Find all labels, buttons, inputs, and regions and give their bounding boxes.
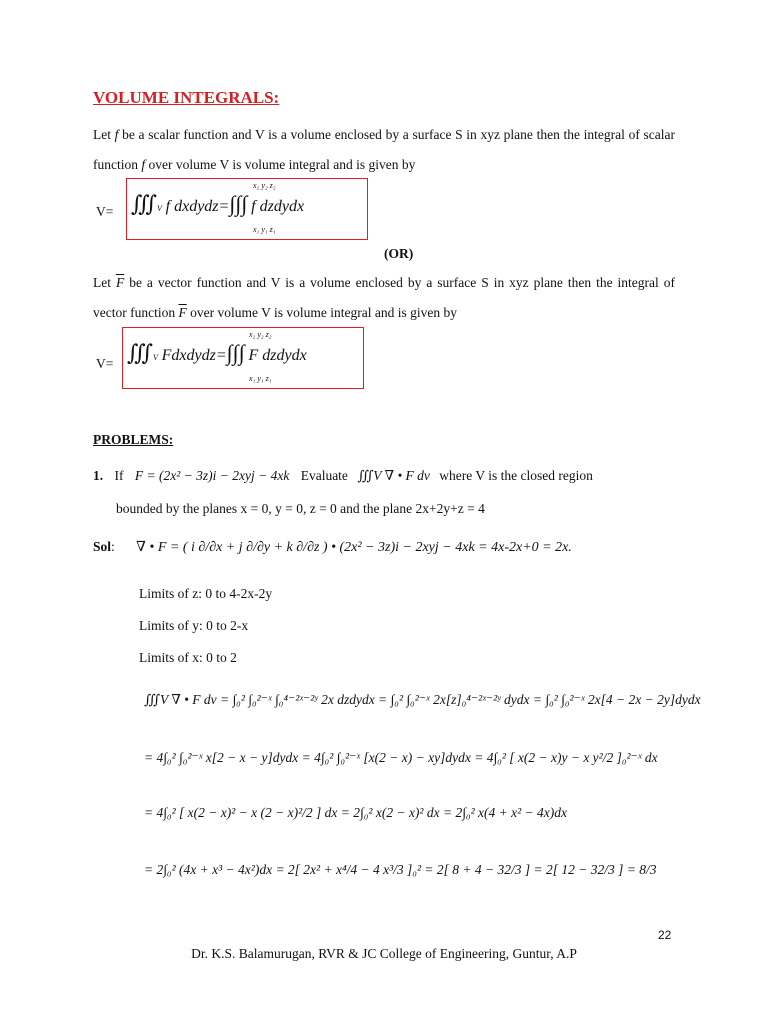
paragraph-scalar-definition: Let f be a scalar function and V is a volume enclosed by a surface S in xyz plane then the integral of scalar function f over volume V is volume integral and is given by (93, 127, 675, 172)
paragraph-vector-definition: Let $\overline{F}$ be a vector function and V is a volume enclosed by a surface S in xyz plane then the integral of vector function $\overline{F}$ over volume V is volume integral and is given by (93, 275, 675, 320)
page-number: 22 (658, 928, 672, 942)
eq1-label: V= (96, 204, 114, 219)
solution-line: Sol: ∇ • F = ( i ∂/∂x + j ∂/∂y + k ∂/∂z ) • (2x² − 3z)i − 2xyj − 4xk = 4x-2x+0 = 2x. (93, 539, 572, 555)
limits-y: Limits of y: 0 to 2-x (139, 618, 249, 633)
solution-step-2: = 4∫₀² ∫₀²⁻ˣ x[2 − x − y]dydx = 4∫₀² ∫₀²⁻ˣ [x(2 − x) − xy]dydx = 4∫₀² [ x(2 − x)y − x y²/2 ]₀²⁻ˣ dx (144, 750, 658, 765)
eq1-box (126, 178, 368, 240)
limits-z: Limits of z: 0 to 4-2x-2y (139, 586, 273, 601)
limits-x: Limits of x: 0 to 2 (139, 650, 237, 665)
section-heading: VOLUME INTEGRALS: (93, 88, 280, 107)
problem-1-region: bounded by the planes x = 0, y = 0, z = 0 and the plane 2x+2y+z = 4 (116, 501, 485, 516)
footer-author: Dr. K.S. Balamurugan, RVR & JC College of Engineering, Guntur, A.P (191, 946, 577, 961)
problem-1-statement: 1. If F = (2x² − 3z)i − 2xyj − 4xk Evaluate ∭V ∇ • F dv where V is the closed region (93, 468, 593, 483)
solution-step-3: = 4∫₀² [ x(2 − x)² − x (2 − x)²/2 ] dx = 2∫₀² x(2 − x)² dx = 2∫₀² x(4 + x² − 4x)dx (144, 805, 567, 820)
problems-heading: PROBLEMS: (93, 432, 174, 447)
eq1-lower-limits: x₁ y₁ z₁ (253, 225, 276, 234)
eq2-box (122, 327, 364, 389)
eq1-upper-limits: x₂ y₂ z₂ (253, 181, 276, 190)
solution-step-4: = 2∫₀² (4x + x³ − 4x²)dx = 2[ 2x² + x⁴/4 − 4 x³/3 ]₀² = 2[ 8 + 4 − 32/3 ] = 2[ 12 − 32/3 ] = 8/3 (144, 862, 657, 877)
eq2-label: V= (96, 356, 114, 371)
or-separator: (OR) (384, 246, 414, 261)
eq1-triple-integral: ∭V f dxdydz=∫∫∫ f dzdydx (131, 191, 305, 216)
eq2-lower-limits: x₁ y₁ z₁ (249, 374, 272, 383)
eq2-upper-limits: x₂ y₂ z₂ (249, 330, 272, 339)
solution-step-1: ∭V ∇ • F dv = ∫₀² ∫₀²⁻ˣ ∫₀⁴⁻²ˣ⁻²ʸ 2x dzdydx = ∫₀² ∫₀²⁻ˣ 2x[z]₀⁴⁻²ˣ⁻²ʸ dydx = ∫₀² ∫₀²⁻ˣ 2x[4 − 2x − 2y]dydx (144, 692, 701, 707)
eq2-triple-integral: ∭V Fdxdydz=∫∫∫ F dzdydx (127, 340, 307, 365)
